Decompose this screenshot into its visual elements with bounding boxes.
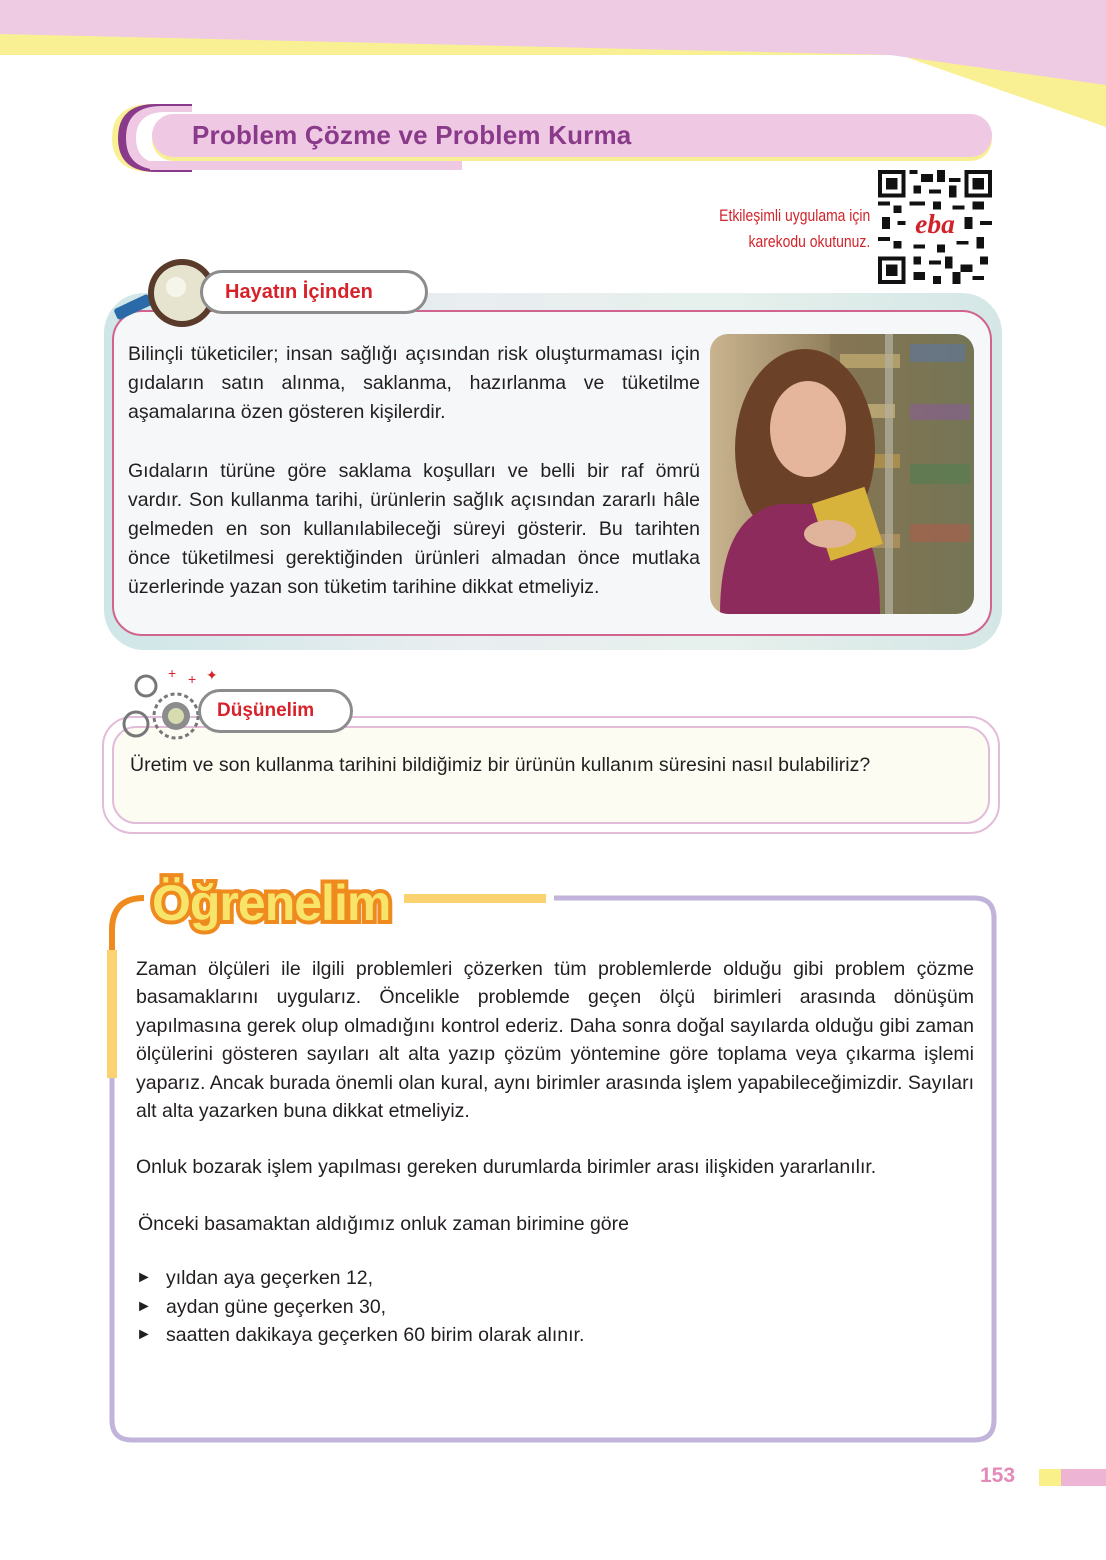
page-title: Problem Çözme ve Problem Kurma [192,120,632,150]
conversion-list [136,1264,974,1349]
think-question: Üretim ve son kullanma tarihini bildiğimiz bir ürünün kullanım süresini nasıl bulabiliriz? [130,754,871,776]
page-bar-pink [1061,1469,1106,1486]
svg-text:✦: ✦ [206,667,218,683]
learn-section-text [136,955,974,1349]
learn-paragraph-2: Onluk bozarak işlem yapılması gereken durumlarda birimler arası ilişkiden yararlanılır. [136,1156,877,1179]
life-section-text [128,340,700,603]
svg-text:+: + [188,671,197,687]
life-paragraph-1: Bilinçli tüketiciler; insan sağlığı açısından risk oluşturmaması için gıdaların satın alınma, saklanma, hazırlanma ve tüketilme aşamalarına özen gösteren kişilerdir. [128,343,700,424]
page-bar-yellow [1039,1469,1061,1486]
list-item-text: aydan güne geçerken 30, [166,1295,387,1318]
list-item [136,1264,974,1292]
qr-code-icon[interactable] [878,170,992,284]
think-section-tab [198,689,353,733]
triangle-bullet-icon: ► [136,1297,152,1315]
life-section-tab [200,270,428,314]
triangle-bullet-icon: ► [136,1326,152,1344]
eba-logo: eba [915,207,955,239]
svg-text:+: + [168,665,177,681]
list-item-text: saatten dakikaya geçerken 60 birim olarak alınır. [166,1324,585,1347]
life-paragraph-2: Gıdaların türüne göre saklama koşulları ve belli bir raf ömrü vardır. Son kullanma tarihi, ürünlerin sağlık açısından zararlı hâle gelmeden en son kullanılabileceği süreyi gösterir. Bu tarihten önce tüketilmesi gerektiğinden ürünleri almadan önce mutlaka üzerlerinde yazan son tüketim tarihine dikkat etmeliyiz. [128,459,700,599]
qr-caption-line1: Etkileşimli uygulama için [718,206,870,225]
list-item [136,1293,974,1321]
shopper-photo [710,334,974,614]
learn-section-title [144,862,424,940]
learn-paragraph-3: Önceki basamaktan aldığımız onluk zaman birimine göre [138,1212,629,1235]
life-section-label: Hayatın İçinden [225,280,373,303]
triangle-bullet-icon: ► [136,1269,152,1287]
title-underline-bar [150,161,462,170]
think-section-label: Düşünelim [217,700,315,721]
qr-caption-line2: karekodu okutunuz. [748,232,870,251]
learn-paragraph-1: Zaman ölçüleri ile ilgili problemleri çözerken tüm problemlerde olduğu gibi problem çözme basamaklarını uygularız. Öncelikle problemde geçen ölçü birimleri arasında dönüşüm yapılmasına gerek olup olmadığını kontrol ederiz. Daha sonra doğal sayılarda olduğu gibi zaman ölçülerini gösteren sayıları alt alta yazıp çözüm yöntemine göre toplama veya çıkarma işlemi yaparız. Ancak burada önemli olan kural, aynı birimler arasında işlem yapabileceğimizdir. Sayıları alt alta yazarken buna dikkat etmeliyiz. [136,958,974,1123]
learn-section-label: Öğrenelim [152,875,391,931]
list-item [136,1321,974,1349]
qr-caption [719,203,870,255]
list-item-text: yıldan aya geçerken 12, [166,1267,374,1290]
page-number: 153 [980,1464,1016,1487]
